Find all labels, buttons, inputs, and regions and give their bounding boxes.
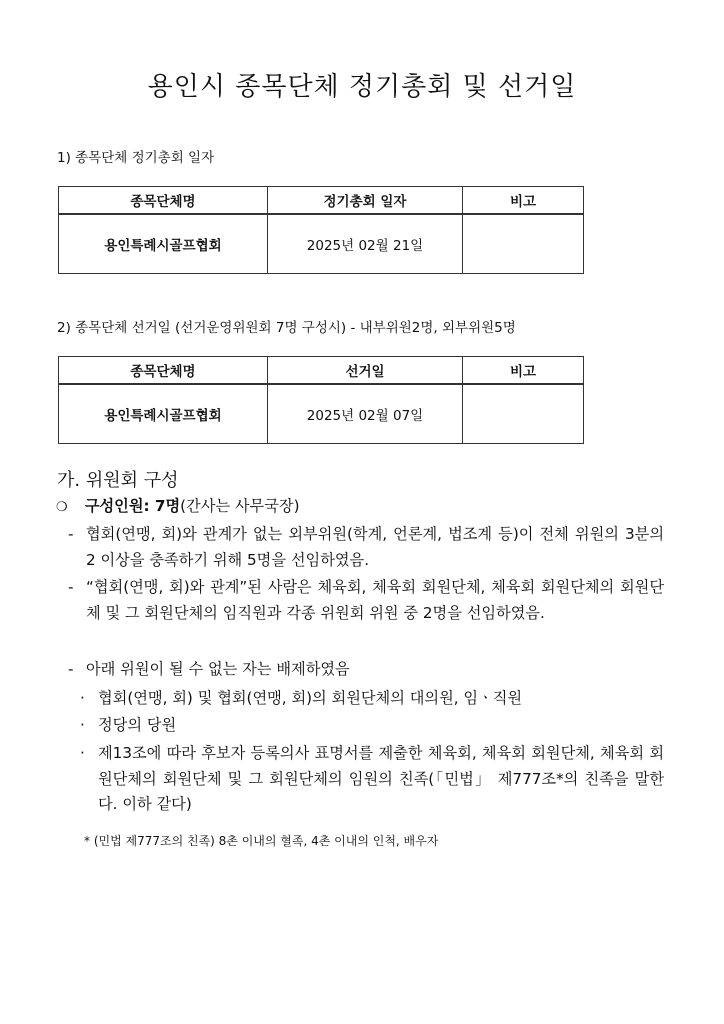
column-header: 비고 xyxy=(463,357,584,385)
list-item-text: 제13조에 따라 후보자 등록의사 표명서를 제출한 체육회, 체육회 회원단체, 체육회 회원단체의 회원단체 및 그 회원단체의 임원의 친족(「민법」 제777조*의 친족을 말한다. 이하 같다) xyxy=(98,744,664,813)
circle-bullet-icon: ❍ xyxy=(56,500,68,515)
general-meeting-table xyxy=(58,186,584,274)
list-item xyxy=(80,741,664,818)
table-header-row xyxy=(59,357,584,385)
list-item-text: 정당의 당원 xyxy=(98,716,177,734)
table-row xyxy=(59,214,584,274)
dot-bullet: · xyxy=(80,716,85,734)
member-count-suffix: (간사는 사무국장) xyxy=(180,497,300,515)
list-item xyxy=(68,575,664,626)
column-header: 정기총회 일자 xyxy=(268,187,463,215)
list-item-text: 아래 위원이 될 수 없는 자는 배제하였음 xyxy=(86,660,350,678)
table-row xyxy=(59,384,584,444)
dot-bullet: · xyxy=(80,689,85,707)
list-item xyxy=(68,657,664,683)
table-header-row xyxy=(59,187,584,215)
org-name-cell: 용인특례시골프협회 xyxy=(59,384,268,444)
list-item-text: 협회(연맹, 회) 및 협회(연맹, 회)의 회원단체의 대의원, 임ㆍ직원 xyxy=(98,689,523,707)
note-cell xyxy=(463,384,584,444)
date-cell: 2025년 02월 07일 xyxy=(268,384,463,444)
column-header: 선거일 xyxy=(268,357,463,385)
section2-heading: 2) 종목단체 선거일 (선거운영위원회 7명 구성시) - 내부위원2명, 외부위원5명 xyxy=(57,320,516,336)
page-title: 용인시 종목단체 정기총회 및 선거일 xyxy=(147,72,577,102)
section1-heading: 1) 종목단체 정기총회 일자 xyxy=(57,150,215,166)
list-item xyxy=(68,522,664,573)
org-name-cell: 용인특례시골프협회 xyxy=(59,214,268,274)
dash-bullet: - xyxy=(68,525,74,543)
member-count-label: 구성인원: 7명 xyxy=(84,497,181,515)
election-date-table xyxy=(58,356,584,444)
note-cell xyxy=(463,214,584,274)
column-header: 비고 xyxy=(463,187,584,215)
list-item xyxy=(80,686,664,712)
date-cell: 2025년 02월 21일 xyxy=(268,214,463,274)
footnote: * (민법 제777조의 친족) 8촌 이내의 혈족, 4촌 이내의 인척, 배우자 xyxy=(84,834,439,848)
committee-heading: 가. 위원회 구성 xyxy=(57,470,179,491)
column-header: 종목단체명 xyxy=(59,187,268,215)
dash-bullet: - xyxy=(68,660,74,678)
list-item-text: “협회(연맹, 회)와 관계”된 사람은 체육회, 체육회 회원단체, 체육회 회원단체의 회원단체 및 그 회원단체의 임직원과 각종 위원회 위원 중 2명을 선임하였음. xyxy=(86,578,664,622)
member-count-line xyxy=(56,494,300,520)
dot-bullet: · xyxy=(80,744,85,762)
dash-bullet: - xyxy=(68,578,74,596)
list-item xyxy=(80,713,664,739)
column-header: 종목단체명 xyxy=(59,357,268,385)
list-item-text: 협회(연맹, 회)와 관계가 없는 외부위원(학계, 언론계, 법조계 등)이 전체 위원의 3분의 2 이상을 충족하기 위해 5명을 선임하였음. xyxy=(86,525,664,569)
